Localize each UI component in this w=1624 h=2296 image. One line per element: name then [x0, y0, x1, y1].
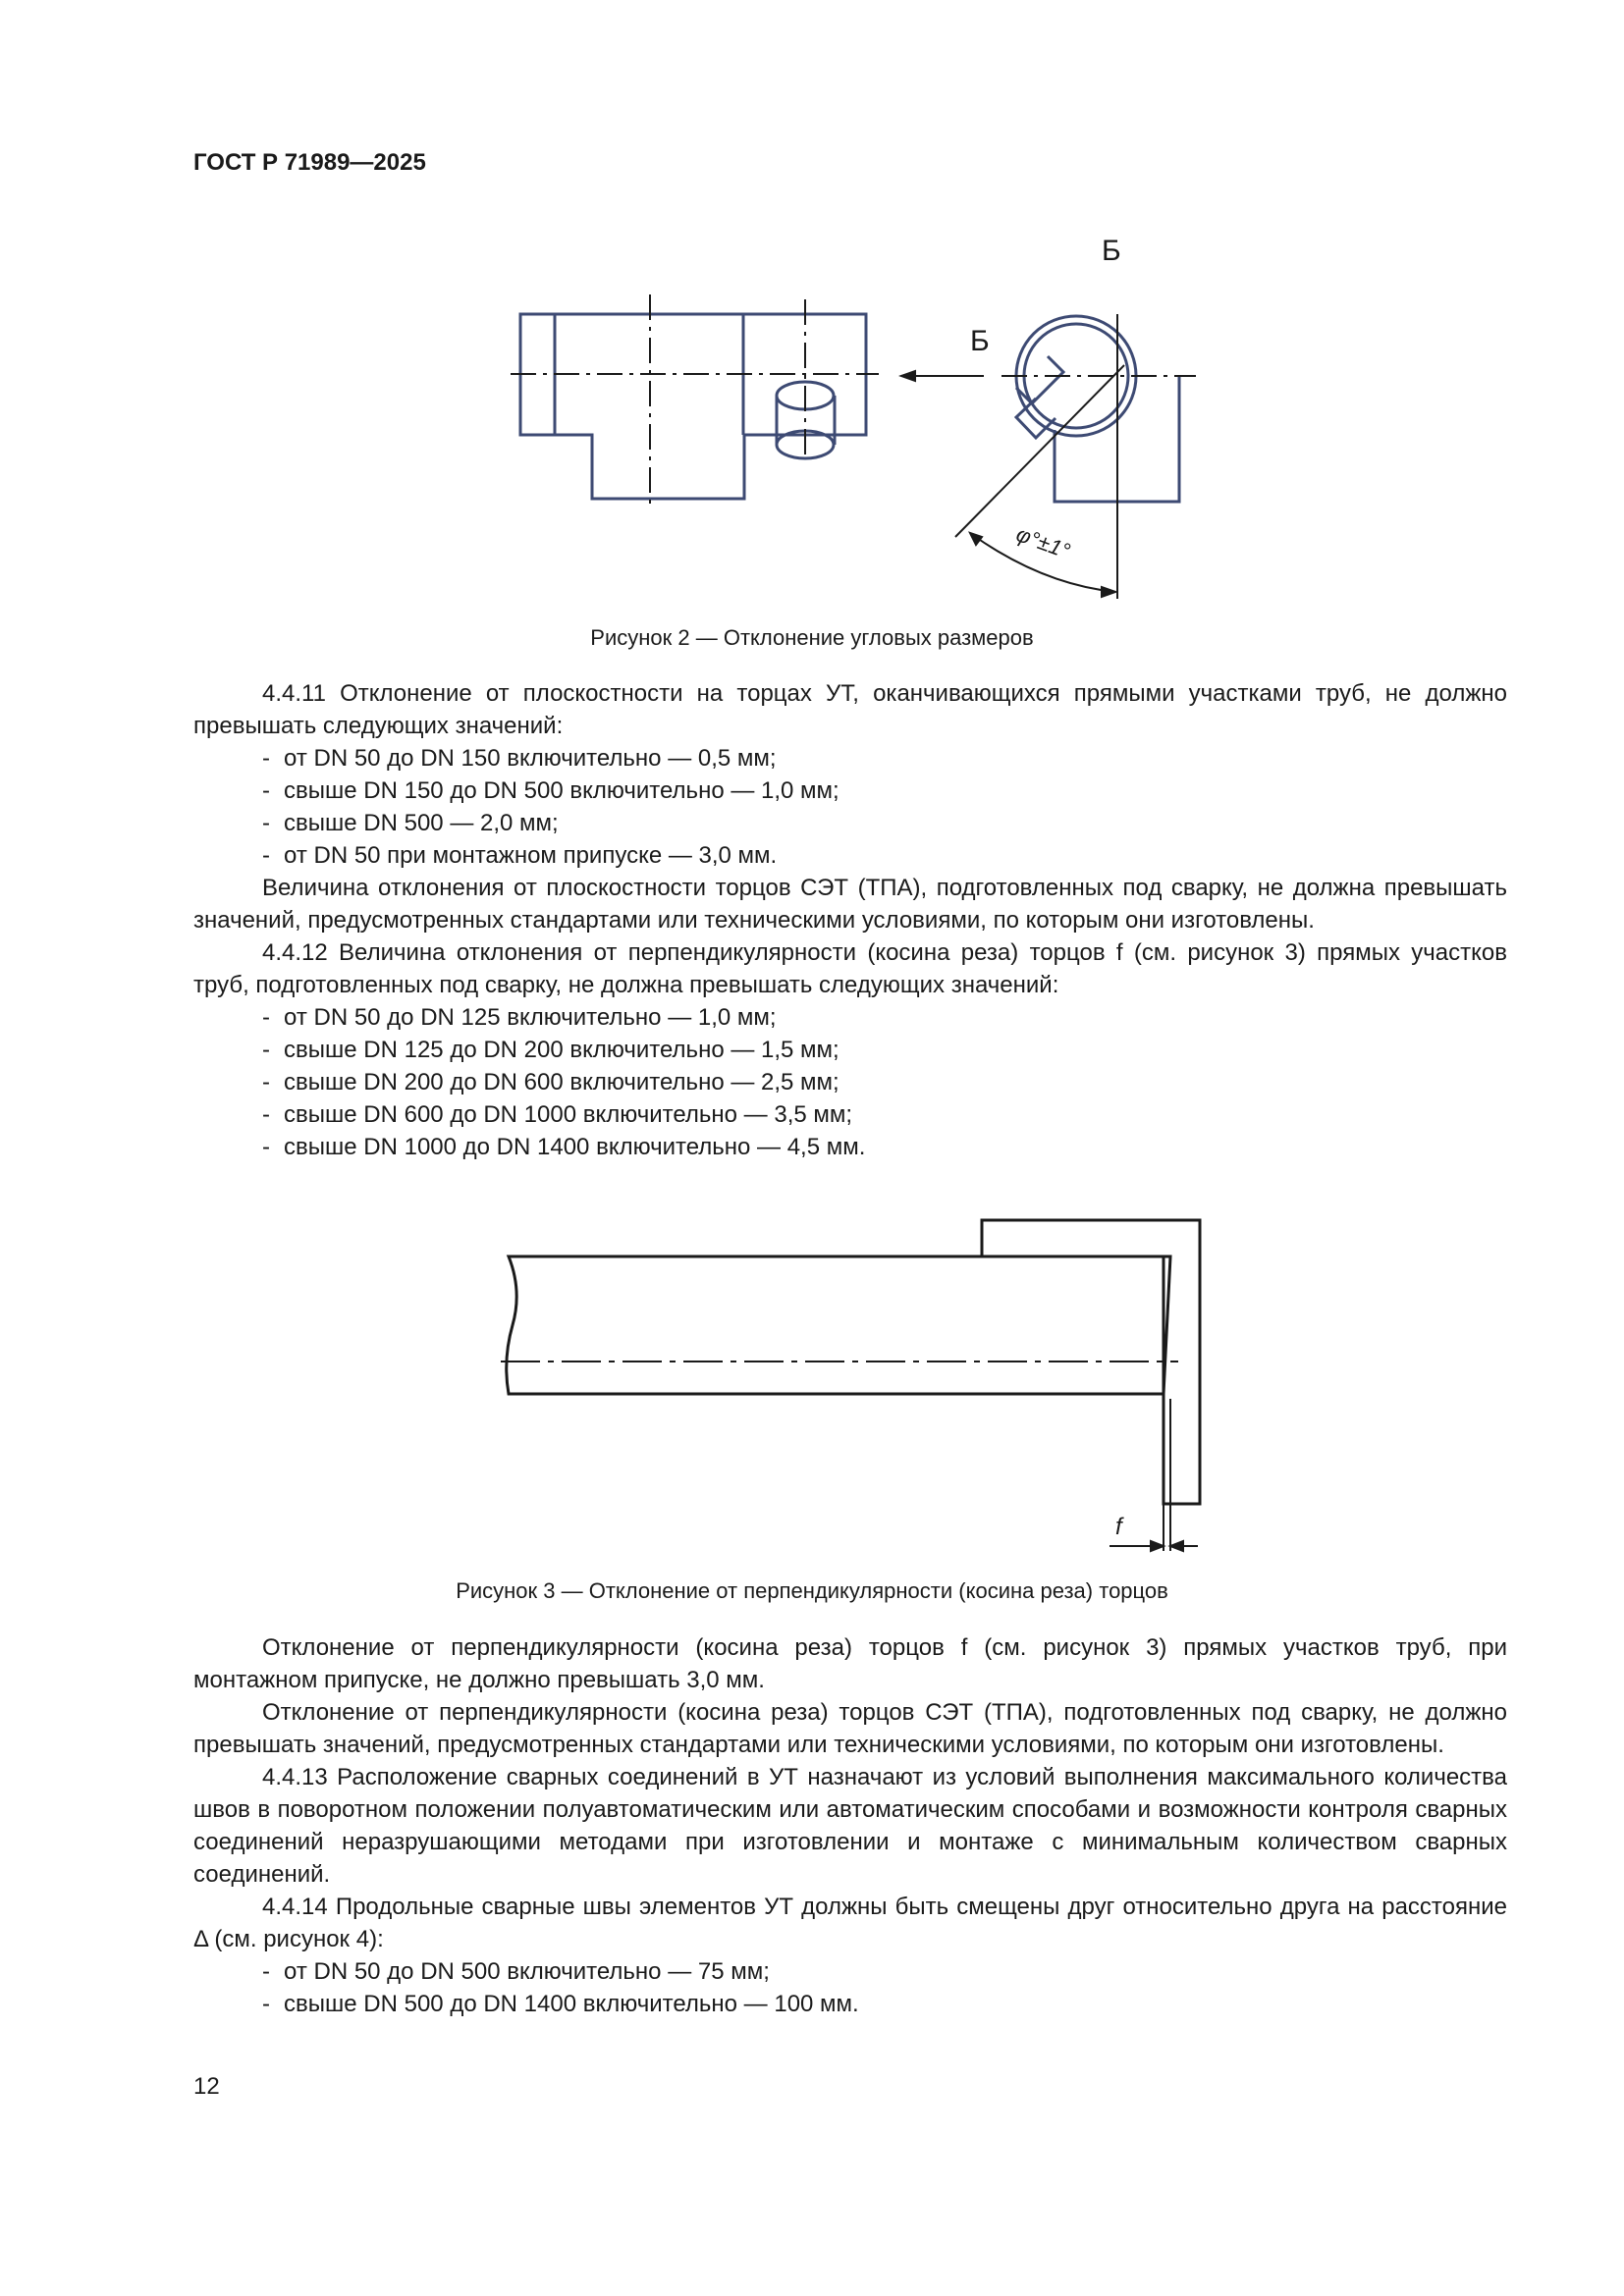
paragraph: Отклонение от перпендикулярности (косина реза) торцов f (см. рисунок 3) прямых участков труб, при монтажном припуске, не должно превышать 3,0 мм.: [193, 1634, 1507, 1693]
list-item: от DN 50 до DN 150 включительно — 0,5 мм;: [284, 745, 777, 772]
list-item: свыше DN 200 до DN 600 включительно — 2,5 мм;: [284, 1069, 839, 1095]
text-block-1: 4.4.11 Отклонение от плоскостности на торцах УТ, оканчивающихся прямыми участками труб, не должно превышать следующих значений: - от DN 50 до DN 150 включительно — 0,5 мм; - свыше DN 150 до DN 500 включительно — 1,0 мм; - свыше DN 500 — 2,0 мм; - от DN 50 при монтажном припуске — 3,0 мм. Величина отклонения от плоскостности торцов СЭТ (ТПА), подготовленных под сварку, не должна превышать значений, предусмотренных стандартами или техническими условиями, по которым они изготовлены. 4.4.12 Величина отклонения от перпендикулярности (косина реза) торцов f (см. рисунок 3) прямых участков труб, подготовленных под сварку, не должна превышать следующих значений: - от DN 50 до DN 125 включительно — 1,0 мм; - свыше DN 125 до DN 200 включительно — 1,5 мм; - свыше DN 200 до DN 600 включительно — 2,5 мм; - свыше DN 600 до DN 1000 включительно — 3,5 мм; - свыше DN 1000 до DN 1400 включительно — 4,5 мм.: [193, 677, 1507, 1163]
list-item: от DN 50 при монтажном припуске — 3,0 мм.: [284, 842, 778, 869]
view-letter-arrow: Б: [970, 325, 990, 357]
angle-label: φ°±1°: [1012, 521, 1074, 563]
list-item: свыше DN 500 до DN 1400 включительно — 100 мм.: [284, 1991, 859, 2017]
list-item: свыше DN 1000 до DN 1400 включительно — 4,5 мм.: [284, 1134, 866, 1160]
figure-2-caption: Рисунок 2 — Отклонение угловых размеров: [590, 625, 1034, 650]
figure-3-drawing: [491, 1212, 1218, 1566]
list-item: от DN 50 до DN 125 включительно — 1,0 мм;: [284, 1004, 777, 1031]
text-block-2: Отклонение от перпендикулярности (косина реза) торцов f (см. рисунок 3) прямых участков труб, при монтажном припуске, не должно превышать 3,0 мм. Отклонение от перпендикулярности (косина реза) торцов СЭТ (ТПА), подготовленных под сварку, не должно превышать значений, предусмотренных стандартами или техническими условиями, по которым они изготовлены. 4.4.13 Расположение сварных соединений в УТ назначают из условий выполнения максимального количества швов в поворотном положении полуавтоматическим или автоматическим способами и возможности контроля сварных соединений неразрушающими методами при изготовлении и монтаже с минимальным количеством сварных соединений. 4.4.14 Продольные сварные швы элементов УТ должны быть смещены друг относительно друга на расстояние Δ (см. рисунок 4): - от DN 50 до DN 500 включительно — 75 мм; - свыше DN 500 до DN 1400 включительно — 100 мм.: [193, 1631, 1507, 2020]
paragraph: Отклонение от перпендикулярности (косина реза) торцов СЭТ (ТПА), подготовленных под сварку, не должно превышать значений, предусмотренных стандартами или техническими условиями, по которым они изготовлены.: [193, 1699, 1507, 1758]
document-header: ГОСТ Р 71989—2025: [193, 149, 426, 176]
paragraph-4-4-14: 4.4.14 Продольные сварные швы элементов УТ должны быть смещены друг относительно друга на расстояние Δ (см. рисунок 4):: [193, 1894, 1507, 1952]
list-item: от DN 50 до DN 500 включительно — 75 мм;: [284, 1958, 770, 1985]
paragraph-4-4-13: 4.4.13 Расположение сварных соединений в УТ назначают из условий выполнения максимального количества швов в поворотном положении полуавтоматическим или автоматическим способами и возможности контроля сварных соединений неразрушающими методами при изготовлении и монтаже с минимальным количеством сварных соединений.: [193, 1764, 1507, 1888]
paragraph-4-4-12: 4.4.12 Величина отклонения от перпендикулярности (косина реза) торцов f (см. рисунок 3) прямых участков труб, подготовленных под сварку, не должна превышать следующих значений:: [193, 939, 1507, 998]
f-label: f: [1115, 1514, 1122, 1540]
figure-3-caption: Рисунок 3 — Отклонение от перпендикулярности (косина реза) торцов: [456, 1578, 1168, 1603]
list-item: свыше DN 150 до DN 500 включительно — 1,0 мм;: [284, 777, 839, 804]
paragraph: Величина отклонения от плоскостности торцов СЭТ (ТПА), подготовленных под сварку, не должна превышать значений, предусмотренных стандартами или техническими условиями, по которым они изготовлены.: [193, 875, 1507, 934]
figure-2-drawing: [491, 221, 1237, 614]
pipe-outline: [507, 1256, 1170, 1394]
list-item: свыше DN 125 до DN 200 включительно — 1,5 мм;: [284, 1037, 839, 1063]
page-number: 12: [193, 2073, 220, 2100]
paragraph-4-4-11: 4.4.11 Отклонение от плоскостности на торцах УТ, оканчивающихся прямыми участками труб, не должно превышать следующих значений:: [193, 680, 1507, 739]
tee-outline: [520, 314, 866, 499]
view-letter-top: Б: [1102, 235, 1121, 267]
list-item: свыше DN 500 — 2,0 мм;: [284, 810, 559, 836]
list-item: свыше DN 600 до DN 1000 включительно — 3,5 мм;: [284, 1101, 853, 1128]
